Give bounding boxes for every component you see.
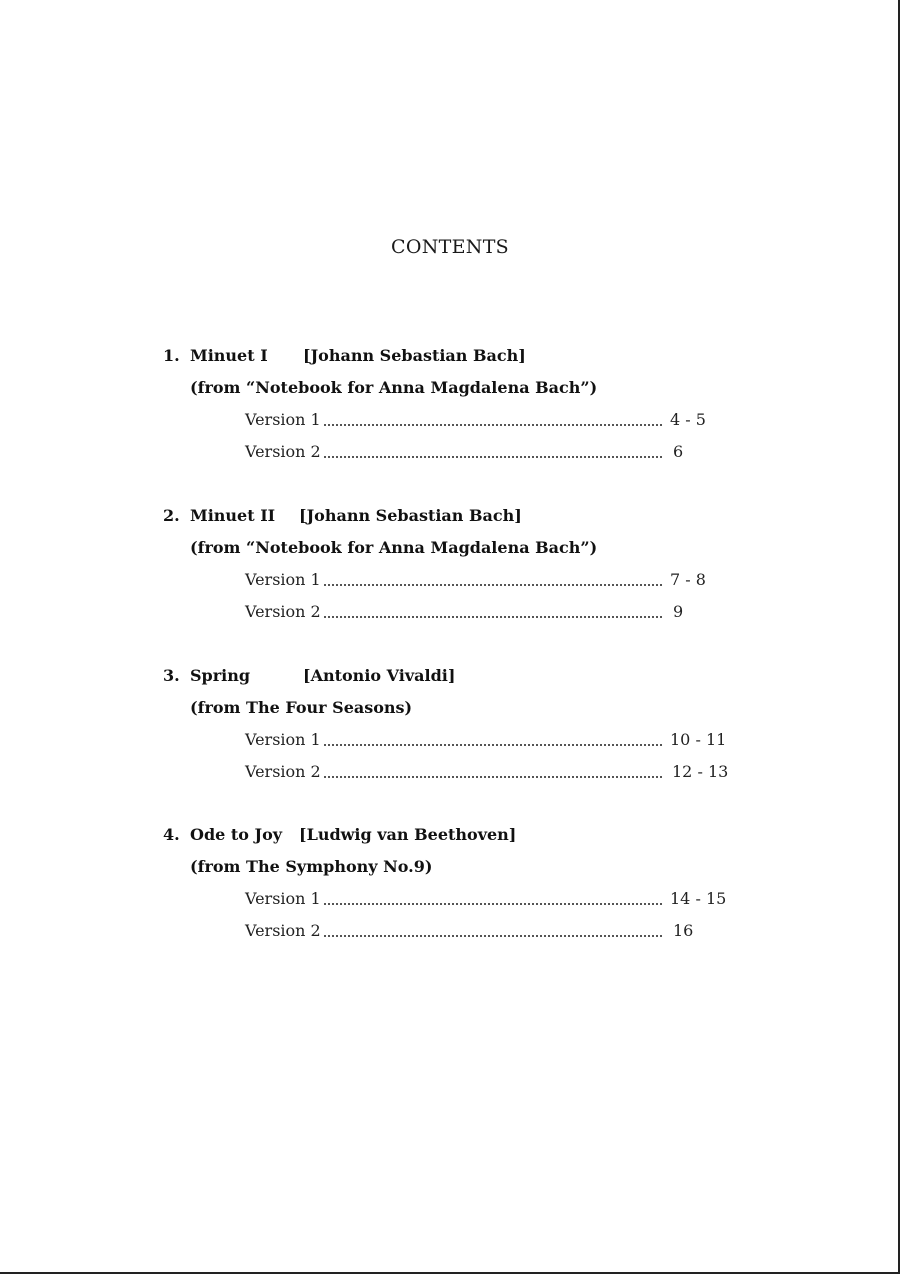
dot-leader	[324, 424, 662, 426]
version-line[interactable]	[245, 410, 735, 432]
entry-source: (from “Notebook for Anna Magdalena Bach”)	[190, 538, 598, 557]
version-label: Version 1	[245, 730, 321, 749]
entry-number: 2.	[163, 506, 180, 525]
version-line[interactable]	[245, 602, 735, 624]
entry-composer: [Johann Sebastian Bach]	[299, 506, 522, 525]
dot-leader	[324, 456, 662, 458]
page-range: 6	[673, 442, 684, 461]
page-title: CONTENTS	[391, 236, 509, 258]
dot-leader	[324, 744, 662, 746]
version-line[interactable]	[245, 730, 735, 752]
version-line[interactable]	[245, 442, 735, 464]
version-label: Version 1	[245, 410, 321, 429]
dot-leader	[324, 616, 662, 618]
entry-number: 1.	[163, 346, 180, 365]
version-line[interactable]	[245, 762, 735, 784]
entry-title: Ode to Joy	[190, 825, 283, 844]
page-range: 12 - 13	[672, 762, 729, 781]
version-label: Version 2	[245, 442, 321, 461]
version-label: Version 2	[245, 921, 321, 940]
page-range: 14 - 15	[670, 889, 727, 908]
entry-number: 3.	[163, 666, 180, 685]
entry-title: Minuet II	[190, 506, 276, 525]
page-range: 4 - 5	[670, 410, 706, 429]
page-range: 9	[673, 602, 684, 621]
page-range: 7 - 8	[670, 570, 706, 589]
dot-leader	[324, 935, 662, 937]
version-line[interactable]	[245, 570, 735, 592]
version-label: Version 2	[245, 762, 321, 781]
page-range: 10 - 11	[670, 730, 727, 749]
entry-source: (from The Four Seasons)	[190, 698, 413, 717]
dot-leader	[324, 776, 662, 778]
version-label: Version 1	[245, 570, 321, 589]
entry-composer: [Johann Sebastian Bach]	[303, 346, 526, 365]
entry-source: (from The Symphony No.9)	[190, 857, 433, 876]
version-line[interactable]	[245, 889, 735, 911]
version-label: Version 2	[245, 602, 321, 621]
entry-source: (from “Notebook for Anna Magdalena Bach”)	[190, 378, 598, 397]
entry-composer: [Antonio Vivaldi]	[303, 666, 456, 685]
entry-title: Spring	[190, 666, 251, 685]
version-label: Version 1	[245, 889, 321, 908]
dot-leader	[324, 903, 662, 905]
page-range: 16	[673, 921, 694, 940]
entry-title: Minuet I	[190, 346, 268, 365]
entry-composer: [Ludwig van Beethoven]	[299, 825, 517, 844]
entry-number: 4.	[163, 825, 180, 844]
version-line[interactable]	[245, 921, 735, 943]
dot-leader	[324, 584, 662, 586]
